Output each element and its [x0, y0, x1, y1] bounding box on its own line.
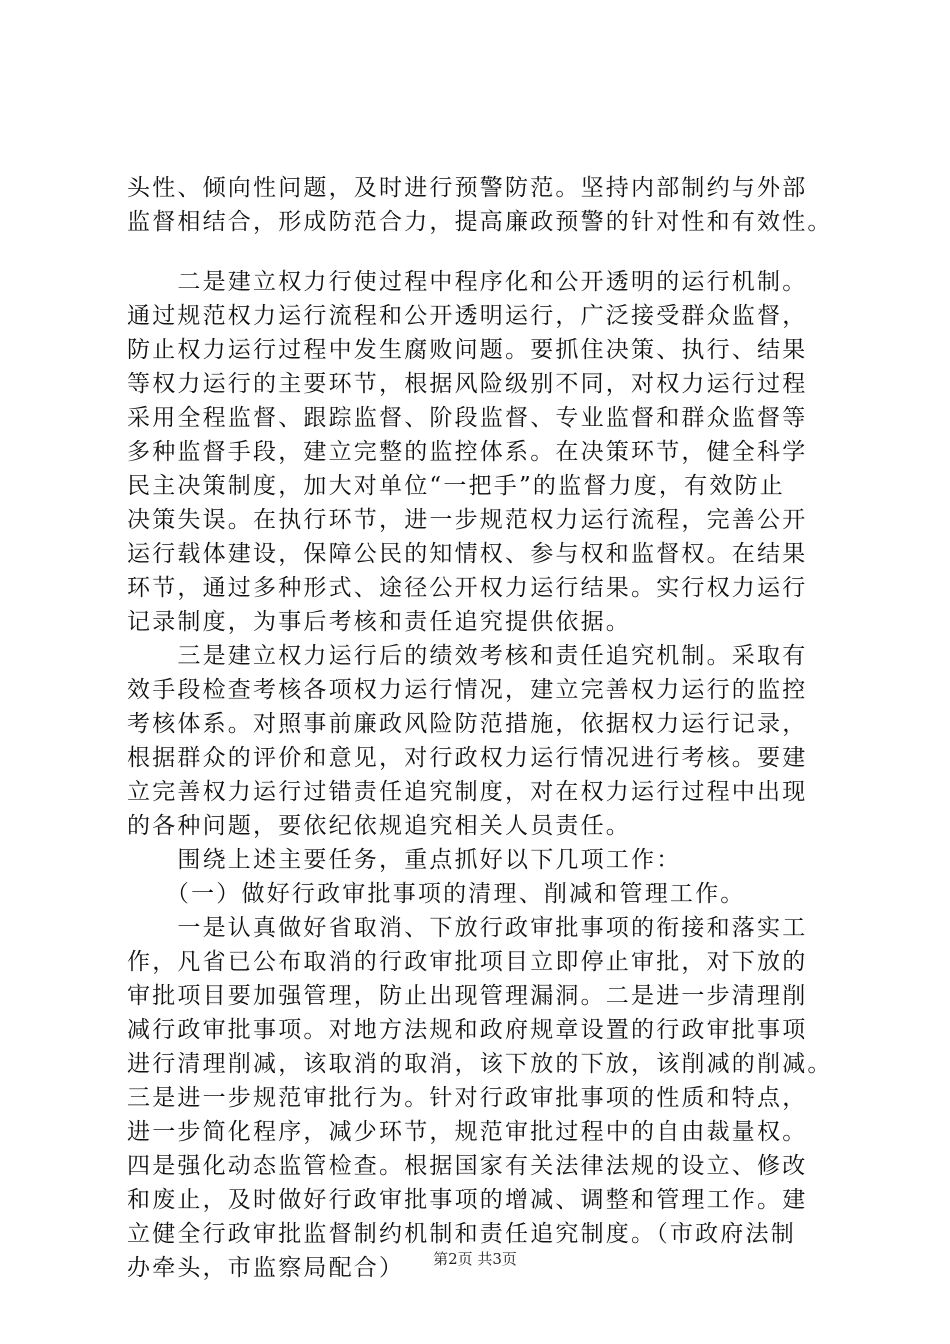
text-line: 效手段检查考核各项权力运行情况，建立完善权力运行的监控	[127, 677, 808, 703]
text-line: 办牵头，市监察局配合）	[127, 1255, 405, 1281]
text-line: 作，凡省已公布取消的行政审批项目立即停止审批，对下放的	[127, 949, 808, 975]
text-line: 一是认真做好省取消、下放行政审批事项的衔接和落实工	[127, 915, 808, 941]
text-line: 头性、倾向性问题，及时进行预警防范。坚持内部制约与外部	[127, 175, 808, 201]
text-line: 多种监督手段，建立完整的监控体系。在决策环节，健全科学	[127, 439, 808, 465]
paragraph-gap	[127, 239, 847, 265]
text-line: 等权力运行的主要环节，根据风险级别不同，对权力运行过程	[127, 371, 808, 397]
text-line: 围绕上述主要任务，重点抓好以下几项工作：	[127, 847, 682, 873]
text-line: 民主决策制度，加大对单位“一把手”的监督力度，有效防止	[127, 473, 785, 499]
body-text	[127, 171, 847, 1285]
text-line: 环节，通过多种形式、途径公开权力运行结果。实行权力运行	[127, 575, 808, 601]
text-line: 的各种问题，要依纪依规追究相关人员责任。	[127, 813, 631, 839]
text-line: 三是进一步规范审批行为。针对行政审批事项的性质和特点，	[127, 1085, 808, 1111]
text-line: 减行政审批事项。对地方法规和政府规章设置的行政审批事项	[127, 1017, 808, 1043]
text-line: 进一步简化程序，减少环节，规范审批过程中的自由裁量权。	[127, 1119, 808, 1145]
text-line: 进行清理削减，该取消的取消，该下放的下放，该削减的削减。	[127, 1051, 833, 1077]
text-line: 四是强化动态监管检查。根据国家有关法律法规的设立、修改	[127, 1153, 808, 1179]
text-line: 二是建立权力行使过程中程序化和公开透明的运行机制。	[127, 269, 808, 295]
text-line: 立健全行政审批监督制约机制和责任追究制度。（市政府法制	[127, 1221, 796, 1247]
text-line: 三是建立权力运行后的绩效考核和责任追究机制。采取有	[127, 643, 808, 669]
text-line: （一）做好行政审批事项的清理、削减和管理工作。	[127, 881, 746, 907]
text-line: 防止权力运行过程中发生腐败问题。要抓住决策、执行、结果	[127, 337, 808, 363]
text-line: 决策失误。在执行环节，进一步规范权力运行流程，完善公开	[127, 507, 808, 533]
text-line: 采用全程监督、跟踪监督、阶段监督、专业监督和群众监督等	[127, 405, 808, 431]
text-line: 根据群众的评价和意见，对行政权力运行情况进行考核。要建	[127, 745, 808, 771]
text-line: 记录制度，为事后考核和责任追究提供依据。	[127, 609, 631, 635]
text-line: 立完善权力运行过错责任追究制度，对在权力运行过程中出现	[127, 779, 808, 805]
text-line: 审批项目要加强管理，防止出现管理漏洞。二是进一步清理削	[127, 983, 808, 1009]
text-line: 运行载体建设，保障公民的知情权、参与权和监督权。在结果	[127, 541, 808, 567]
text-line: 考核体系。对照事前廉政风险防范措施，依据权力运行记录，	[127, 711, 808, 737]
text-line: 和废止，及时做好行政审批事项的增减、调整和管理工作。建	[127, 1187, 808, 1213]
text-line: 监督相结合，形成防范合力，提高廉政预警的针对性和有效性。	[127, 209, 833, 235]
page-footer: 第2页 共3页	[433, 1250, 517, 1268]
text-line: 通过规范权力运行流程和公开透明运行，广泛接受群众监督，	[127, 303, 808, 329]
